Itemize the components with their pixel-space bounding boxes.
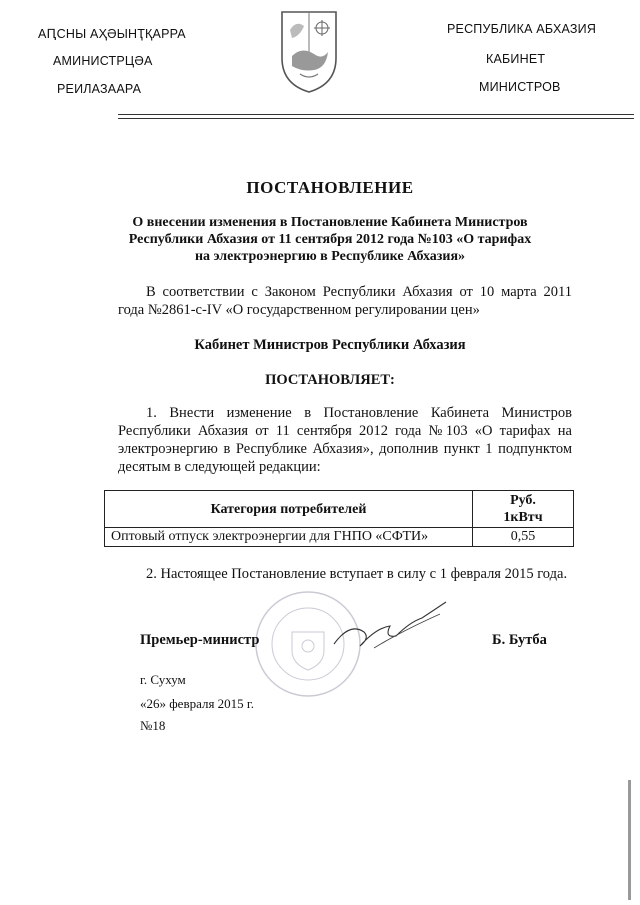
header-rule-top <box>118 114 634 115</box>
document-subtitle <box>100 214 560 265</box>
subtitle-line-3: на электроэнергию в Республике Абхазия» <box>194 249 466 264</box>
document-title: ПОСТАНОВЛЕНИЕ <box>246 178 414 197</box>
decree-heading: ПОСТАНОВЛЯЕТ: <box>265 372 395 388</box>
tariff-table <box>104 490 574 547</box>
coat-of-arms-emblem <box>278 8 340 94</box>
price-header-line-2: 1кВтч <box>503 510 543 525</box>
document-number: №18 <box>140 718 166 733</box>
header-left-line-2: АМИНИСТРЦӘА <box>53 54 153 68</box>
header-right-line-3: МИНИСТРОВ <box>479 80 561 94</box>
category-cell: Оптовый отпуск электроэнергии для ГНПО «СФТИ» <box>105 528 473 547</box>
header-right-line-2: КАБИНЕТ <box>486 52 546 66</box>
handwritten-signature <box>330 592 450 652</box>
item-2-paragraph: 2. Настоящее Постановление вступает в силу с 1 февраля 2015 года. <box>146 566 568 582</box>
price-cell: 0,55 <box>473 528 574 547</box>
header-left-line-3: РЕИЛАЗААРА <box>57 82 142 96</box>
issue-date: «26» февраля 2015 г. <box>140 696 255 711</box>
price-header-line-1: Руб. <box>510 493 536 508</box>
subtitle-line-2: Республики Абхазия от 11 сентября 2012 года №103 «О тарифах <box>128 232 532 247</box>
column-header-category: Категория потребителей <box>105 491 473 528</box>
header-right-line-1: РЕСПУБЛИКА АБХАЗИЯ <box>447 22 597 36</box>
header-rule-bottom <box>118 118 634 119</box>
header-left-line-1: АԤСНЫ АҲӘЫНҬҚАРРА <box>38 27 186 41</box>
scan-edge-mark <box>628 780 631 900</box>
subtitle-line-1: О внесении изменения в Постановление Кабинета Министров <box>132 215 528 230</box>
issuer-line: Кабинет Министров Республики Абхазия <box>194 337 466 353</box>
signatory-name: Б. Бутба <box>492 632 547 648</box>
signatory-position: Премьер-министр <box>140 632 260 648</box>
table-row <box>105 528 574 547</box>
column-header-price <box>473 491 574 528</box>
issue-city: г. Сухум <box>140 672 186 687</box>
intro-paragraph: В соответствии с Законом Республики Абхазия от 10 марта 2011 года №2861-с-IV «О государственном регулировании цен» <box>118 284 572 318</box>
item-1-paragraph: 1. Внести изменение в Постановление Кабинета Министров Республики Абхазия от 11 сентября 2012 года №103 «О тарифах на электроэнергию в Республике Абхазия», дополнив пункт 1 подпунктом десятым в следующей редакции: <box>118 405 572 475</box>
